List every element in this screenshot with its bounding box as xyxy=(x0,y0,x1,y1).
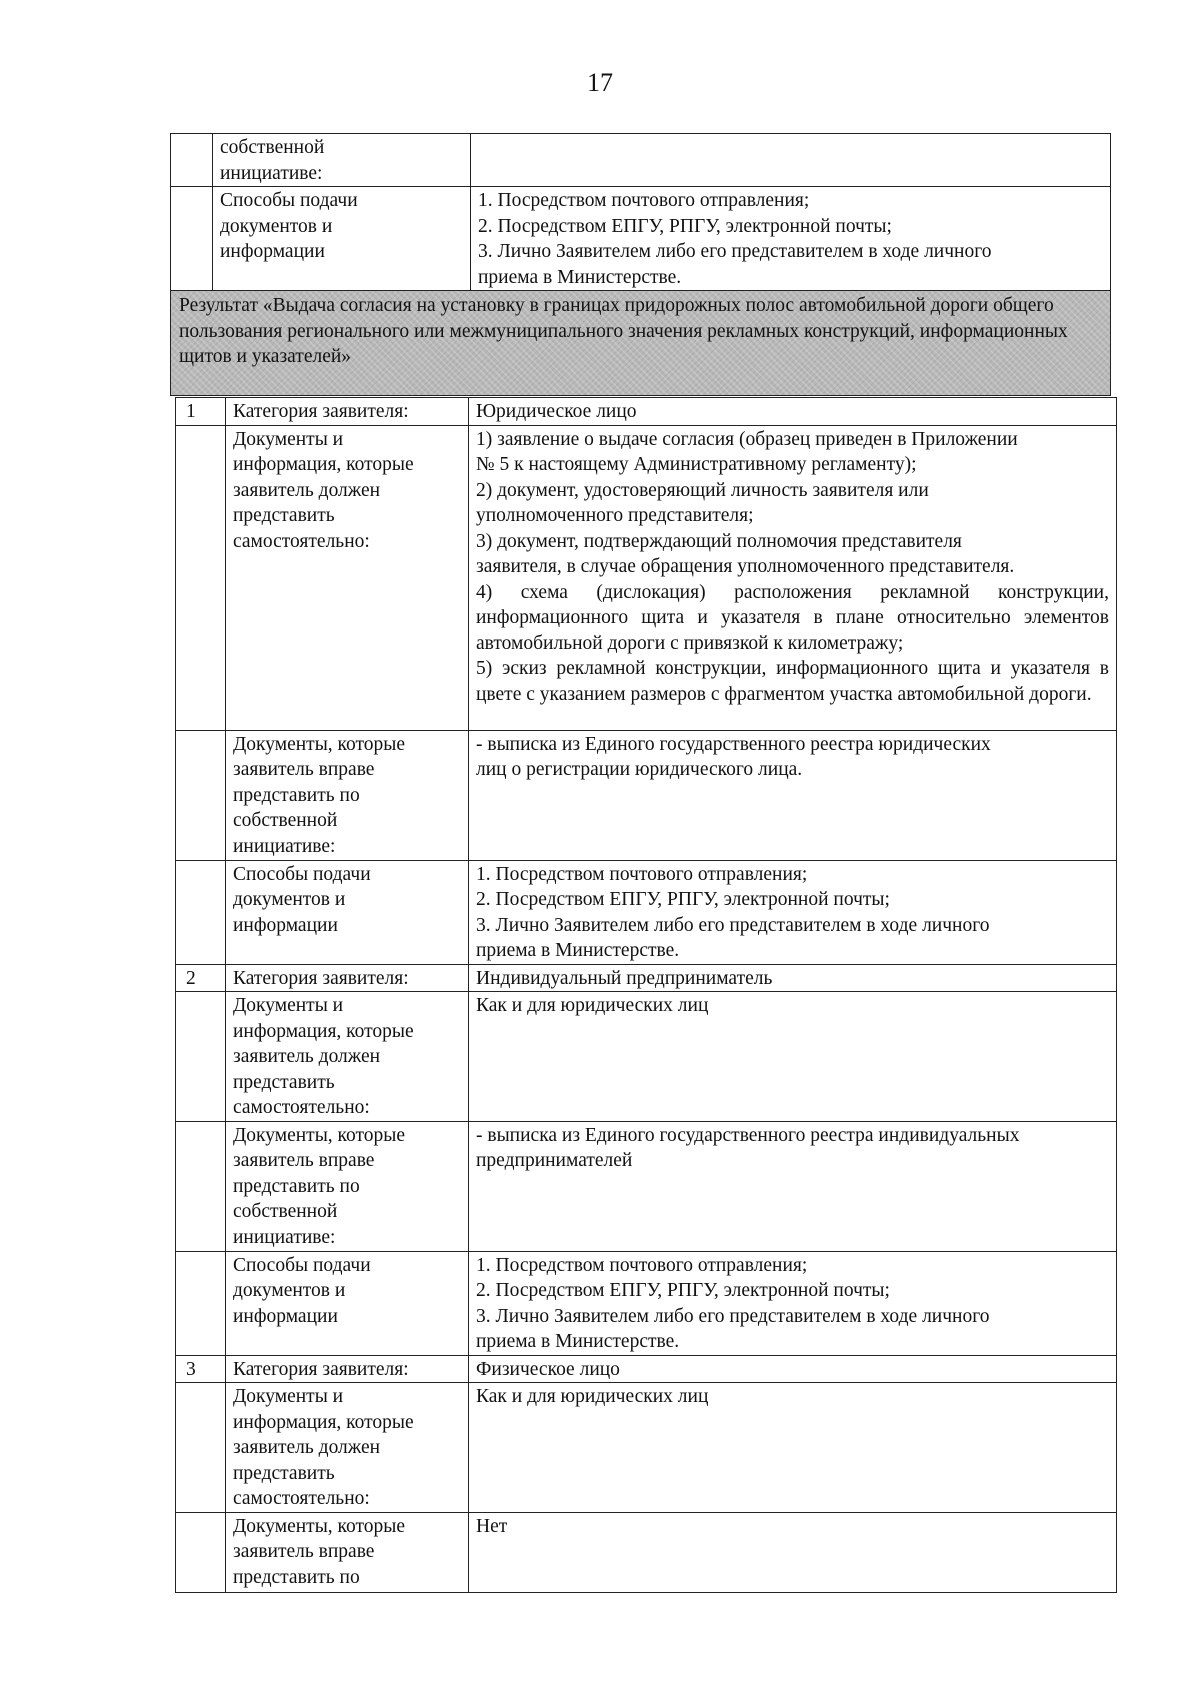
submit-methods-label: Способы подачи документов и информации xyxy=(226,860,469,964)
docs-required-item-4: 4) схема (дислокация) расположения рекламной конструкции, информационного щита и указателя в плане относительно элементов автомобильной дороги с привязкой к километражу; xyxy=(476,581,1109,654)
num-cell xyxy=(176,860,226,964)
num-cell xyxy=(176,425,226,730)
num-cell xyxy=(176,730,226,860)
docs-own-initiative-label: Документы, которые заявитель вправе представить по собственной инициативе: xyxy=(226,730,469,860)
category-label: Категория заявителя: xyxy=(226,1355,469,1383)
result-banner: Результат «Выдача согласия на установку в границах придорожных полос автомобильной дороги общего пользования регионального или межмуниципального значения рекламных конструкций, информационных щитов и указателей» xyxy=(171,291,1111,396)
docs-own-initiative-value: - выписка из Единого государственного реестра юридических лиц о регистрации юридического лица. xyxy=(469,730,1117,860)
docs-own-initiative-value: - выписка из Единого государственного реестра индивидуальных предпринимателей xyxy=(469,1121,1117,1251)
num-cell xyxy=(171,134,213,187)
docs-required-item-5: 5) эскиз рекламной конструкции, информационного щита и указателя в цвете с указанием размеров с фрагментом участка автомобильной дороги. xyxy=(476,658,1109,705)
table-top xyxy=(170,133,1111,396)
submit-methods-label: Способы подачи документов и информации xyxy=(226,1251,469,1355)
table-main xyxy=(175,397,1117,1593)
docs-required-value xyxy=(469,425,1117,730)
page-number: 17 xyxy=(587,68,613,97)
docs-own-initiative-value: Нет xyxy=(469,1512,1117,1592)
docs-required-value: Как и для юридических лиц xyxy=(469,1383,1117,1513)
group-number: 1 xyxy=(176,398,226,426)
docs-own-initiative-label: Документы, которые заявитель вправе представить по xyxy=(226,1512,469,1592)
category-label: Категория заявителя: xyxy=(226,964,469,992)
group-number: 2 xyxy=(176,964,226,992)
docs-required-label: Документы и информация, которые заявитель должен представить самостоятельно: xyxy=(226,1383,469,1513)
category-value: Физическое лицо xyxy=(469,1355,1117,1383)
own-initiative-value xyxy=(471,134,1111,187)
category-label: Категория заявителя: xyxy=(226,398,469,426)
category-value: Индивидуальный предприниматель xyxy=(469,964,1117,992)
docs-required-label: Документы и информация, которые заявитель должен представить самостоятельно: xyxy=(226,992,469,1122)
group-number: 3 xyxy=(176,1355,226,1383)
submit-methods-value: 1. Посредством почтового отправления; 2. Посредством ЕПГУ, РПГУ, электронной почты; 3. Лично Заявителем либо его представителем в ходе личного приема в Министерстве. xyxy=(469,1251,1117,1355)
num-cell xyxy=(176,1251,226,1355)
submit-methods-value: 1. Посредством почтового отправления; 2. Посредством ЕПГУ, РПГУ, электронной почты; 3. Лично Заявителем либо его представителем в ходе личного приема в Министерстве. xyxy=(471,187,1111,291)
num-cell xyxy=(176,1512,226,1592)
num-cell xyxy=(171,187,213,291)
docs-own-initiative-label: Документы, которые заявитель вправе представить по собственной инициативе: xyxy=(226,1121,469,1251)
category-value: Юридическое лицо xyxy=(469,398,1117,426)
num-cell xyxy=(176,992,226,1122)
docs-required-label: Документы и информация, которые заявитель должен представить самостоятельно: xyxy=(226,425,469,730)
num-cell xyxy=(176,1383,226,1513)
num-cell xyxy=(176,1121,226,1251)
own-initiative-label: собственной инициативе: xyxy=(213,134,471,187)
submit-methods-value: 1. Посредством почтового отправления; 2. Посредством ЕПГУ, РПГУ, электронной почты; 3. Лично Заявителем либо его представителем в ходе личного приема в Министерстве. xyxy=(469,860,1117,964)
docs-required-value: Как и для юридических лиц xyxy=(469,992,1117,1122)
submit-methods-label: Способы подачи документов и информации xyxy=(213,187,471,291)
docs-required-items-1-3: 1) заявление о выдаче согласия (образец приведен в Приложении № 5 к настоящему Административному регламенту); 2) документ, удостоверяющий личность заявителя или уполномоченного представителя; 3) документ, подтверждающий полномочия представителя заявителя, в случае обращения уполномоченного представителя. xyxy=(476,428,1018,577)
